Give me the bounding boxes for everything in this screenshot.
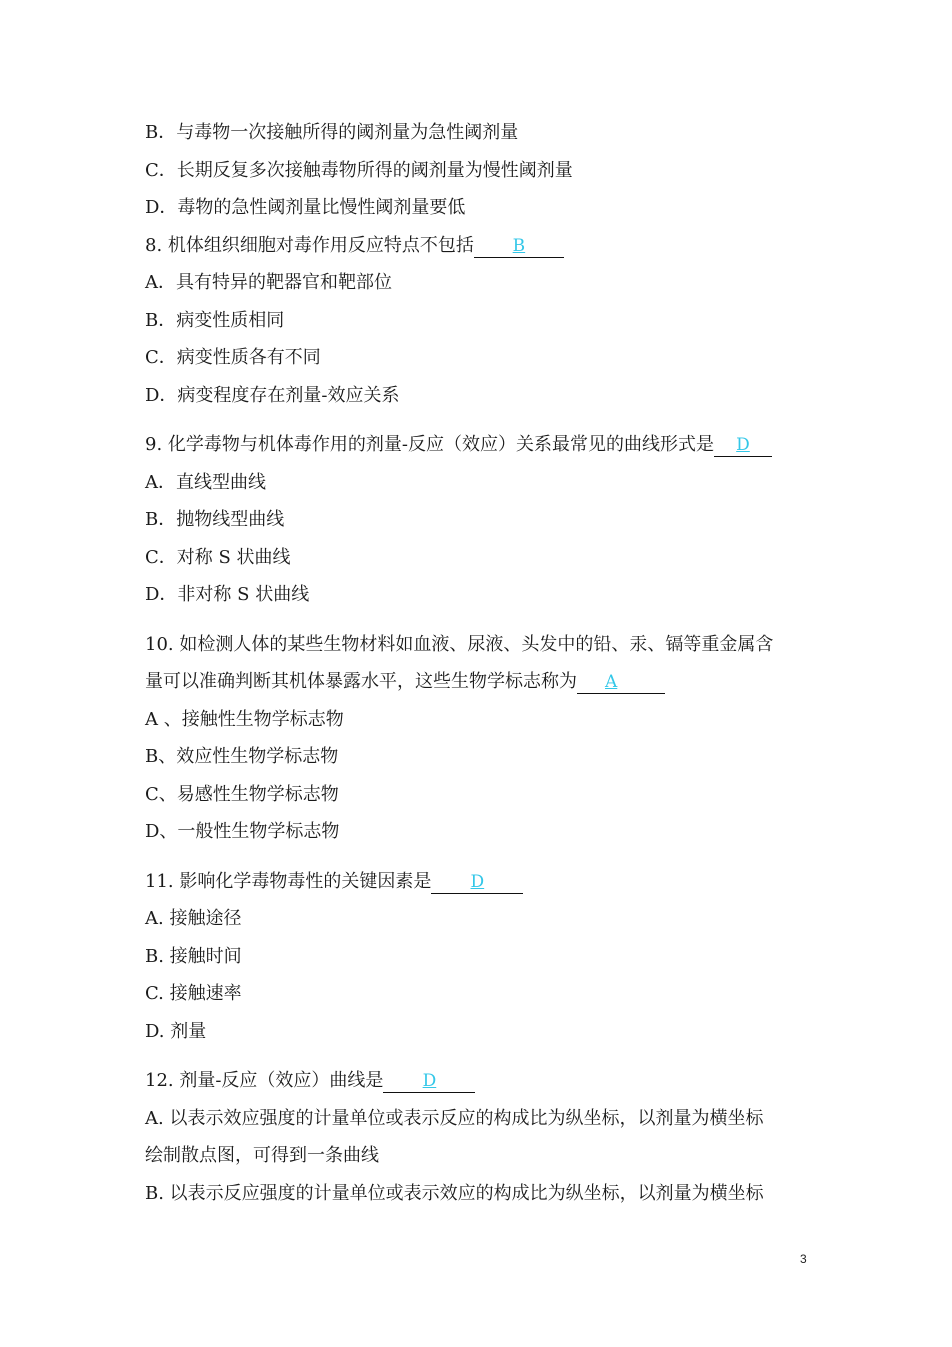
question-12-option-a-line-2: 绘制散点图，可得到一条曲线 bbox=[145, 1145, 379, 1166]
question-7-option-c: C．长期反复多次接触毒物所得的阈剂量为慢性阈剂量 bbox=[145, 159, 573, 181]
question-9-option-c: C．对称 S 状曲线 bbox=[145, 546, 291, 568]
question-12-answer: D bbox=[422, 1071, 437, 1091]
question-10-option-a: A 、接触性生物学标志物 bbox=[145, 708, 344, 730]
question-12-option-a-line-1: A. 以表示效应强度的计量单位或表示反应的构成比为纵坐标，以剂量为横坐标 bbox=[145, 1107, 764, 1129]
question-12-text: 12. 剂量-反应（效应）曲线是 bbox=[145, 1070, 384, 1091]
question-9-stem bbox=[145, 426, 810, 464]
question-8-stem bbox=[145, 227, 810, 265]
question-9-option-d: D．非对称 S 状曲线 bbox=[145, 584, 310, 605]
question-12-answer-blank bbox=[383, 1071, 475, 1093]
question-7-option-b: B．与毒物一次接触所得的阈剂量为急性阈剂量 bbox=[145, 122, 519, 143]
question-10-option-b: B、效应性生物学标志物 bbox=[145, 746, 339, 767]
question-12-option-b-line-1: B. 以表示反应强度的计量单位或表示效应的构成比为纵坐标，以剂量为横坐标 bbox=[145, 1182, 764, 1204]
question-9-option-b: B．抛物线型曲线 bbox=[145, 509, 285, 530]
question-11-answer: D bbox=[470, 871, 485, 892]
question-10-text: 量可以准确判断其机体暴露水平，这些生物学标志称为 bbox=[145, 671, 577, 692]
question-7-option-d: D．毒物的急性阈剂量比慢性阈剂量要低 bbox=[145, 197, 466, 218]
question-8-option-b: B．病变性质相同 bbox=[145, 309, 285, 331]
question-11-option-b: B. 接触时间 bbox=[145, 945, 242, 967]
question-11-text: 11. 影响化学毒物毒性的关键因素是 bbox=[145, 870, 432, 892]
question-8-answer-blank bbox=[474, 236, 564, 258]
question-11-option-d: D. 剂量 bbox=[145, 1020, 207, 1042]
question-8-option-d: D．病变程度存在剂量-效应关系 bbox=[145, 384, 400, 406]
question-8-answer: B bbox=[512, 235, 526, 256]
question-8-option-c: C．病变性质各有不同 bbox=[145, 347, 321, 368]
question-9-answer-blank bbox=[714, 435, 772, 457]
question-10-answer: A bbox=[605, 672, 618, 692]
question-11-option-a: A. 接触途径 bbox=[145, 908, 242, 929]
question-11-option-c: C. 接触速率 bbox=[145, 983, 242, 1004]
page-number: 3 bbox=[800, 1252, 807, 1266]
question-10-option-d: D、一般性生物学标志物 bbox=[145, 821, 340, 842]
question-10-stem-line-1: 10. 如检测人体的某些生物材料如血液、尿液、头发中的铅、汞、镉等重金属含 bbox=[145, 633, 774, 655]
question-9-answer: D bbox=[736, 435, 750, 455]
question-11-answer-blank bbox=[431, 872, 523, 894]
question-12-stem bbox=[145, 1062, 810, 1100]
question-9-text: 9. 化学毒物与机体毒作用的剂量-反应（效应）关系最常见的曲线形式是 bbox=[145, 434, 714, 455]
question-10-answer-blank bbox=[577, 672, 665, 694]
question-10-stem-line-2 bbox=[145, 663, 810, 701]
question-8-text: 8. 机体组织细胞对毒作用反应特点不包括 bbox=[145, 234, 474, 256]
question-11-stem bbox=[145, 863, 810, 901]
question-10-option-c: C、易感性生物学标志物 bbox=[145, 783, 339, 805]
question-8-option-a: A．具有特异的靶器官和靶部位 bbox=[145, 272, 392, 293]
document-body bbox=[145, 114, 810, 1212]
question-9-option-a: A．直线型曲线 bbox=[145, 471, 266, 493]
